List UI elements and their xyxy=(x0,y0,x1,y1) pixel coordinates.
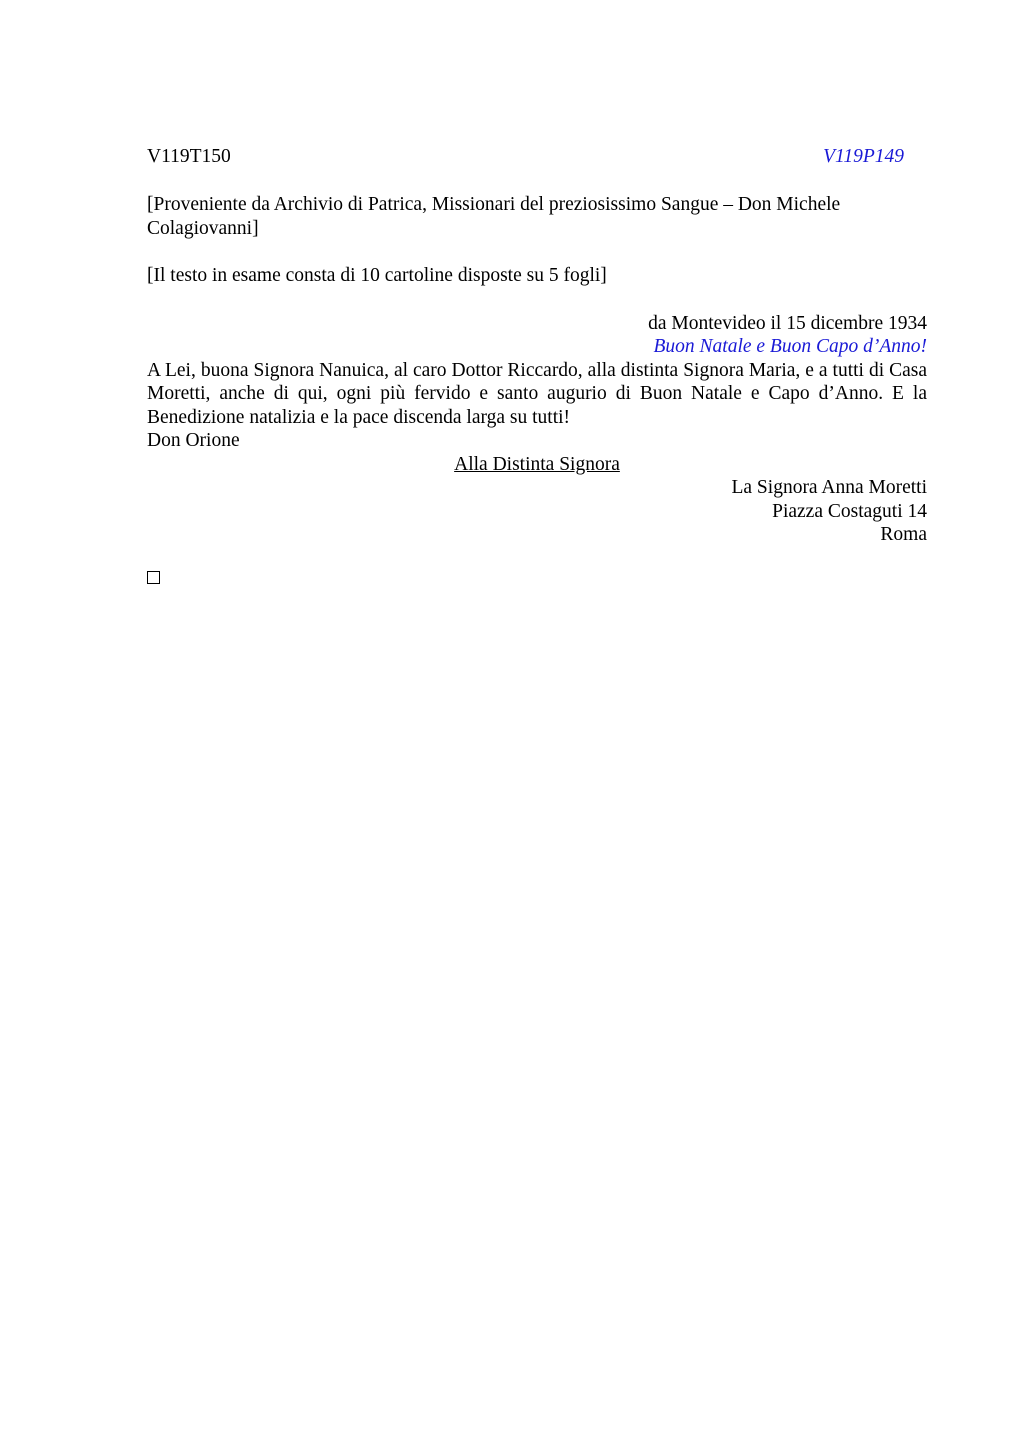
address-heading: Alla Distinta Signora xyxy=(454,453,620,475)
source-note: [Proveniente da Archivio di Patrica, Missionari del preziosissimo Sangue – Don Michele Colagiovanni] xyxy=(147,194,841,239)
letter-body: A Lei, buona Signora Nanuica, al caro Dottor Riccardo, alla distinta Signora Maria, e a tutti di Casa Moretti, anche di qui, ogni più fervido e santo augurio di Buon Natale e Capo d’Anno. E la Benedizione natalizia e la pace discenda larga su tutti! xyxy=(147,359,927,428)
address-street: Piazza Costaguti 14 xyxy=(772,500,927,522)
checkbox-icon xyxy=(147,571,160,584)
page-reference: V119P149 xyxy=(823,146,904,167)
address-city: Roma xyxy=(880,524,927,545)
address-recipient: La Signora Anna Moretti xyxy=(731,477,927,498)
document-content xyxy=(147,145,927,584)
date-line: da Montevideo il 15 dicembre 1934 xyxy=(648,312,927,334)
document-header xyxy=(147,145,927,169)
document-code: V119T150 xyxy=(147,146,231,167)
greeting-line: Buon Natale e Buon Capo d’Anno! xyxy=(653,336,927,357)
composition-note: [Il testo in esame consta di 10 cartoline disposte su 5 fogli] xyxy=(147,265,607,286)
signature: Don Orione xyxy=(147,430,240,451)
